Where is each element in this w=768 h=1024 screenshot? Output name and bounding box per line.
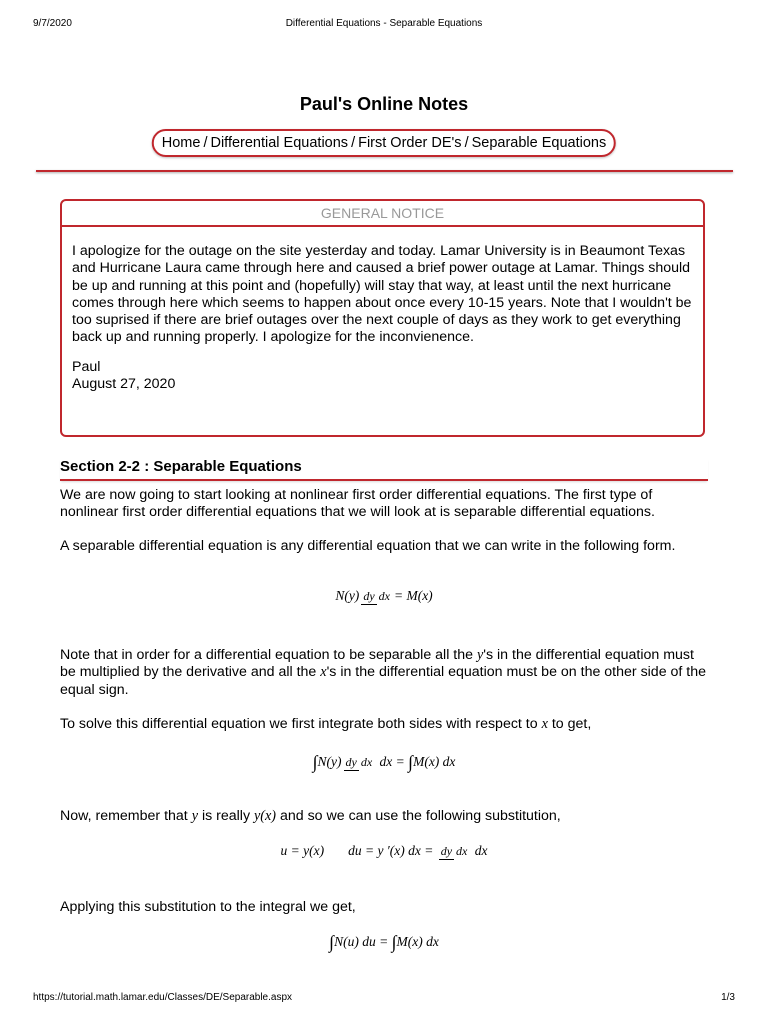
math-var: x [541, 716, 548, 732]
notice-date: August 27, 2020 [72, 376, 176, 393]
fraction-numerator: dy [440, 844, 453, 859]
breadcrumb-separator: / [351, 135, 356, 151]
general-notice-box [60, 199, 705, 437]
notice-title: GENERAL NOTICE [62, 201, 703, 227]
print-url: https://tutorial.math.lamar.edu/Classes/DE/Separable.aspx [33, 992, 293, 1003]
eq-term: u = y(x) [280, 843, 325, 858]
breadcrumb-separable-equations: Separable Equations [471, 135, 607, 151]
paragraph-separable-note [60, 647, 710, 699]
eq-term: M(x) dx [413, 753, 456, 769]
math-var: y(x) [253, 808, 277, 824]
breadcrumb-home[interactable]: Home [161, 135, 201, 151]
eq-term: M(x) dx [396, 933, 439, 949]
equation-integrated [0, 752, 768, 773]
fraction-denominator: dx [456, 844, 468, 859]
math-var: x [320, 664, 327, 681]
integral-sign: ∫ [408, 752, 414, 772]
fraction-denominator: dx [360, 755, 373, 769]
fraction-dy-dx [439, 843, 470, 860]
eq-term: N(u) du = [334, 933, 392, 949]
math-var: y [191, 808, 198, 824]
paragraph-integrate [60, 716, 710, 733]
text-run: 's in the differential equation must be multiplied by the derivative and all the [60, 647, 694, 681]
eq-term: N(y) [335, 588, 360, 603]
breadcrumb-separator: / [203, 135, 208, 151]
integral-sign: ∫ [329, 932, 335, 952]
site-title[interactable]: Paul's Online Notes [299, 94, 469, 114]
breadcrumb-first-order[interactable]: First Order DE's [358, 135, 462, 151]
print-date: 9/7/2020 [33, 18, 72, 29]
header-divider [36, 170, 733, 172]
paragraph-apply [60, 899, 710, 916]
text-run: to get, [547, 716, 592, 732]
fraction-dy-dx [361, 588, 392, 605]
print-header [0, 18, 768, 32]
print-page-number: 1/3 [721, 992, 735, 1003]
equation-substitution [0, 843, 768, 860]
integral-sign: ∫ [312, 752, 318, 772]
paragraph-text [60, 808, 710, 825]
notice-text: I apologize for the outage on the site yesterday and today. Lamar University is in Beaumont Texas and Hurricane Laura came through here and caused a brief power outage at Lamar. Things should be up and running at this point and (hopefully) will stay that way, at least until the next hurricane comes through here which seems to happen about once every 10-15 years. Note that I wouldn't be too suprised if there are brief outages over the next couple of days as they work to get everything back up and running properly. I apologize for the inconvienence. [72, 243, 692, 346]
fraction-numerator: dy [345, 755, 357, 769]
paragraph-text: Applying this substitution to the integral we get, [60, 899, 356, 915]
equation-result [0, 932, 768, 953]
breadcrumb-differential-equations[interactable]: Differential Equations [210, 135, 349, 151]
paragraph-text: A separable differential equation is any differential equation that we can write in the following form. [60, 538, 676, 554]
paragraph-definition [60, 538, 710, 555]
equation-separable-form [0, 588, 768, 605]
paragraph-intro [60, 487, 710, 522]
text-run: and so we can use the following substitution, [276, 808, 561, 824]
fraction-denominator: dx [378, 589, 390, 604]
breadcrumb [152, 129, 616, 157]
eq-term: dx = [376, 753, 409, 769]
eq-term: = M(x) [393, 588, 433, 603]
paragraph-substitution [60, 808, 710, 825]
notice-signature: Paul [72, 358, 101, 375]
text-run: Now, remember that [60, 808, 192, 824]
fraction-numerator: dy [363, 589, 375, 604]
eq-term: dx [471, 843, 488, 858]
print-doc-title: Differential Equations - Separable Equations [285, 18, 483, 29]
paragraph-text [60, 716, 710, 733]
math-var: y [476, 647, 484, 663]
breadcrumb-separator: / [464, 135, 469, 151]
paragraph-text [60, 647, 710, 699]
text-run: is really [198, 808, 254, 824]
eq-term: du = y ′(x) dx = [348, 843, 437, 858]
section-title: Section 2-2 : Separable Equations [60, 458, 708, 481]
text-run: Note that in order for a differential equation to be separable all the [60, 647, 477, 663]
text-run: 's in the differential equation must be on the other side of the equal sign. [60, 664, 707, 698]
text-run: To solve this differential equation we first integrate both sides with respect to [60, 716, 542, 732]
fraction-dy-dx [344, 754, 375, 771]
paragraph-text: We are now going to start looking at nonlinear first order differential equations. The first type of nonlinear first order differential equations that we will look at is separable differential equations. [60, 487, 655, 521]
integral-sign: ∫ [391, 932, 397, 952]
notice-body [62, 227, 703, 393]
eq-term: N(y) [317, 753, 342, 769]
